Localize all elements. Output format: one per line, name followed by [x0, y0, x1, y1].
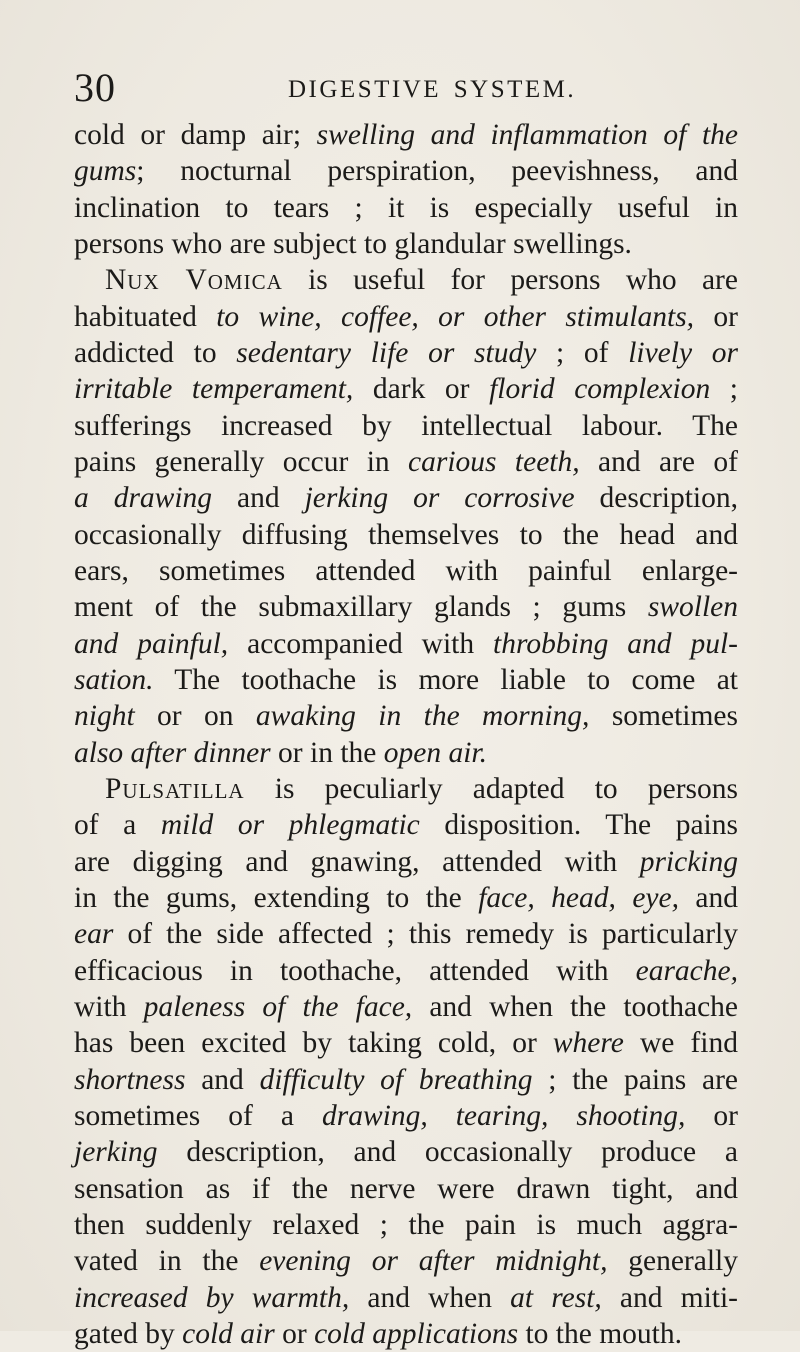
italic-text: sedentary life or study: [236, 336, 537, 369]
text-segment: and: [678, 881, 739, 914]
text-line: [74, 517, 738, 553]
text-line: [74, 989, 738, 1025]
italic-text: cold air: [182, 1317, 275, 1350]
text-segment: and when: [349, 1281, 511, 1314]
italic-text: difficulty of breathing: [259, 1063, 533, 1096]
text-line: [74, 444, 738, 480]
running-head: DIGESTIVE SYSTEM.: [288, 76, 577, 103]
text-segment: then suddenly relaxed ; the pain is much aggra-: [74, 1208, 738, 1241]
italic-text: lively or: [628, 336, 738, 369]
text-segment: is peculiarly adapted to persons: [244, 772, 738, 805]
text-segment: gated by: [74, 1317, 183, 1350]
text-line: [74, 916, 738, 952]
italic-text: ear: [74, 918, 114, 951]
text-line: [74, 153, 738, 189]
text-segment: and miti-: [601, 1281, 739, 1314]
text-segment: addicted to: [74, 336, 237, 369]
italic-text: evening or after midnight,: [259, 1245, 608, 1278]
text-segment: sometimes of a: [74, 1099, 322, 1132]
italic-text: a drawing: [74, 482, 213, 515]
text-line: [74, 1134, 738, 1170]
text-segment: ears, sometimes attended with painful enlarge-: [74, 554, 738, 587]
italic-text: carious teeth,: [408, 445, 580, 478]
text-line: [74, 408, 738, 444]
text-segment: dark or: [353, 373, 490, 406]
text-segment: and: [212, 482, 305, 515]
text-segment: efficacious in toothache, attended with: [74, 954, 636, 987]
italic-text: shortness: [74, 1063, 186, 1096]
italic-text: awaking in the morning,: [255, 700, 590, 733]
text-segment: inclination to tears ; it is especially useful in: [74, 191, 738, 224]
text-segment: are digging and gnawing, attended with: [74, 845, 640, 878]
italic-text: swelling and inflammation of the: [316, 119, 738, 151]
italic-text: jerking or corrosive: [304, 482, 575, 515]
body-text: [74, 117, 738, 1352]
text-segment: habituated: [74, 300, 217, 333]
text-segment: ; of: [536, 336, 629, 369]
text-line: [74, 371, 738, 407]
text-segment: and when the toothache: [412, 990, 738, 1023]
italic-text: florid complexion: [489, 373, 711, 406]
text-segment: cold or damp air;: [74, 119, 317, 151]
italic-text: open air.: [383, 736, 487, 769]
text-segment: generally: [607, 1245, 738, 1278]
text-line: [74, 299, 738, 335]
italic-text: drawing, tearing, shooting,: [321, 1099, 686, 1132]
page-header: [74, 66, 674, 110]
text-segment: or: [274, 1317, 315, 1350]
text-line: [74, 1207, 738, 1243]
italic-text: sation.: [74, 663, 154, 696]
italic-text: increased by warmth,: [74, 1281, 350, 1314]
text-segment: description,: [574, 482, 738, 515]
text-line: [74, 662, 738, 698]
text-segment: of the side affected ; this remedy is particularly: [113, 918, 738, 951]
text-segment: and are of: [579, 445, 738, 478]
italic-text: pricking: [639, 845, 738, 878]
text-line: [74, 553, 738, 589]
text-line: [74, 735, 738, 771]
text-segment: accompanied with: [228, 627, 494, 660]
text-segment: we find: [623, 1027, 738, 1060]
text-line: [74, 1025, 738, 1061]
italic-text: also after dinner: [74, 736, 271, 769]
text-segment: in the gums, extending to the: [74, 881, 479, 914]
text-line: [74, 1243, 738, 1279]
text-segment: disposition. The pains: [419, 809, 738, 842]
remedy-name: Nux Vomica: [105, 264, 283, 297]
text-line: [74, 844, 738, 880]
text-line: [74, 1171, 738, 1207]
text-line: [74, 480, 738, 516]
italic-text: gums: [74, 155, 137, 188]
text-segment: The toothache is more liable to come at: [153, 663, 738, 696]
text-line: [74, 698, 738, 734]
italic-text: irritable temperament,: [74, 373, 354, 406]
italic-text: to wine, coffee, or other stimulants,: [216, 300, 695, 333]
text-segment: of a: [74, 809, 161, 842]
text-line: [74, 1098, 738, 1134]
text-segment: persons who are subject to glandular swellings.: [74, 227, 632, 260]
text-segment: or on: [134, 700, 256, 733]
text-line: [74, 335, 738, 371]
italic-text: face, head, eye,: [478, 881, 679, 914]
text-segment: pains generally occur in: [74, 445, 409, 478]
page-number: 30: [74, 65, 116, 110]
italic-text: where: [552, 1027, 624, 1060]
text-segment: has been excited by taking cold, or: [74, 1027, 553, 1060]
text-segment: sensation as if the nerve were drawn tight, and: [74, 1172, 738, 1205]
text-line: [74, 117, 738, 153]
text-segment: ment of the submaxillary glands ; gums: [74, 591, 648, 624]
text-line: [74, 1280, 738, 1316]
italic-text: night: [74, 700, 135, 733]
text-line: [74, 626, 738, 662]
remedy-name: Pulsatilla: [105, 772, 245, 805]
text-line: [74, 1062, 738, 1098]
text-line: [74, 1316, 738, 1352]
text-segment: description, and occasionally produce a: [157, 1136, 738, 1169]
text-segment: sufferings increased by intellectual labour. The: [74, 409, 738, 442]
text-segment: sometimes: [589, 700, 738, 733]
text-line: [74, 589, 738, 625]
italic-text: jerking: [74, 1136, 158, 1169]
text-segment: or in the: [270, 736, 384, 769]
italic-text: swollen: [647, 591, 738, 624]
italic-text: earache,: [635, 954, 738, 987]
text-line: [74, 226, 738, 262]
text-segment: is useful for persons who are: [282, 264, 738, 297]
italic-text: and painful,: [74, 627, 229, 660]
italic-text: paleness of the face,: [143, 990, 413, 1023]
text-line: [74, 807, 738, 843]
text-segment: and: [185, 1063, 260, 1096]
text-segment: or: [685, 1099, 738, 1132]
italic-text: throbbing and pul-: [493, 627, 738, 660]
text-segment: to the mouth.: [518, 1317, 682, 1350]
italic-text: cold applications: [314, 1317, 519, 1350]
text-line: [74, 953, 738, 989]
text-segment: with: [74, 990, 144, 1023]
italic-text: mild or phlegmatic: [160, 809, 420, 842]
text-segment: ;: [710, 373, 738, 406]
text-segment: vated in the: [74, 1245, 260, 1278]
text-line: [74, 880, 738, 916]
text-segment: or: [694, 300, 738, 333]
text-line: [74, 771, 738, 807]
italic-text: at rest,: [510, 1281, 602, 1314]
text-segment: ; the pains are: [532, 1063, 739, 1096]
text-line: [74, 262, 738, 298]
text-segment: ; nocturnal perspiration, peevishness, and: [136, 155, 738, 188]
text-line: [74, 190, 738, 226]
text-segment: occasionally diffusing themselves to the head and: [74, 518, 738, 551]
